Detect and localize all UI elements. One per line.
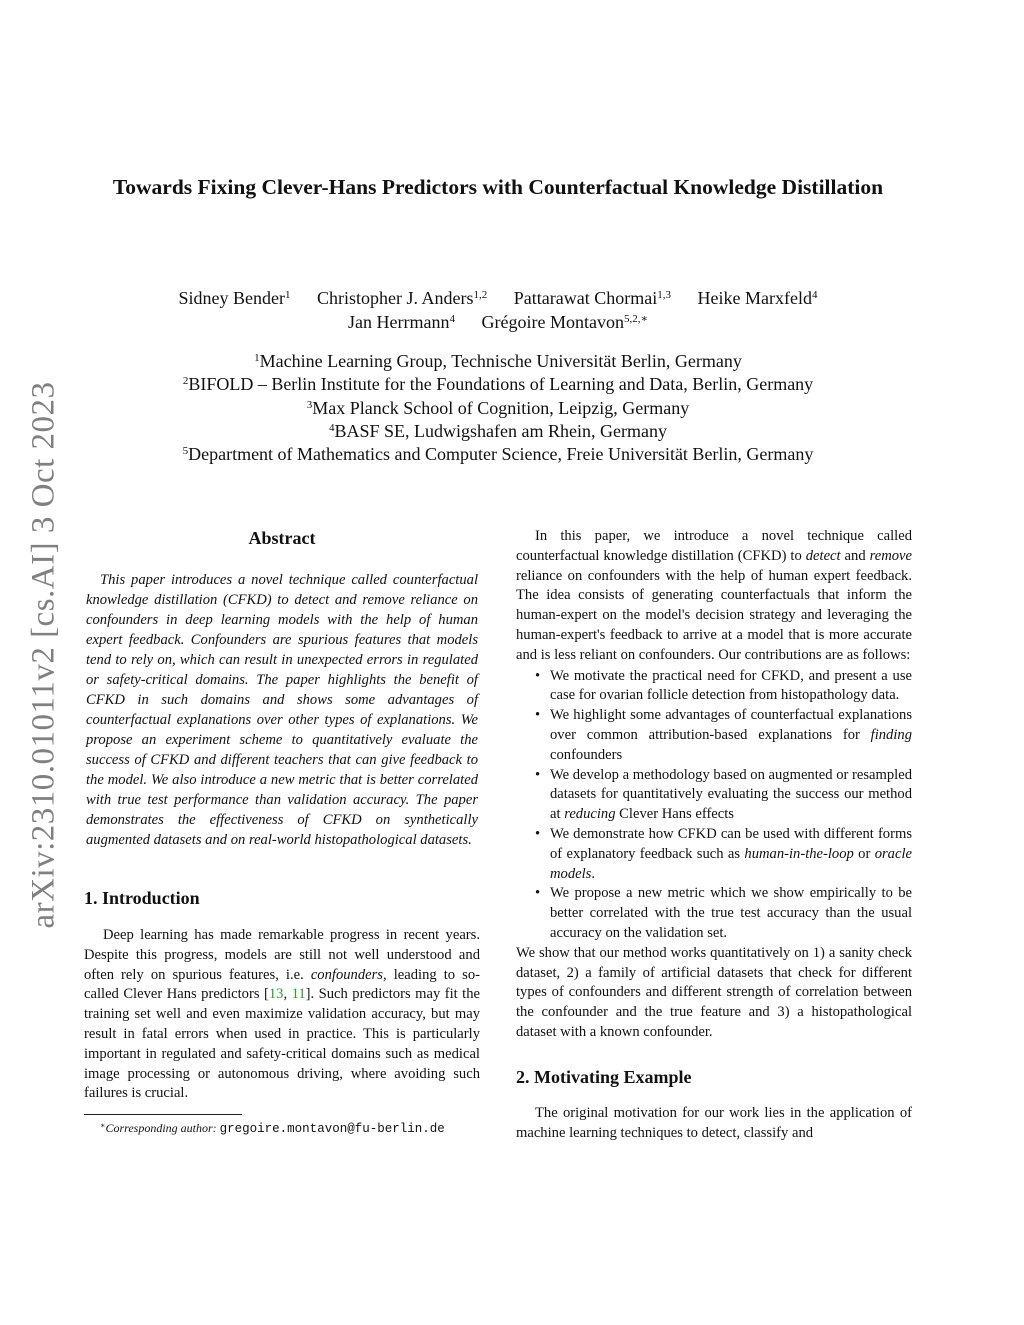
affiliation-text: Department of Mathematics and Computer Science, Freie Universität Berlin, Germany	[188, 444, 814, 465]
author	[698, 286, 818, 310]
arxiv-identifier-stamp: arXiv:2310.01011v2 [cs.AI] 3 Oct 2023	[25, 381, 62, 929]
author-name: Jan Herrmann	[348, 312, 450, 332]
emphasis-remove: remove	[869, 547, 912, 564]
contributions-intro-paragraph	[516, 527, 912, 666]
author-affiliation-mark: 4	[449, 313, 455, 325]
footnote-divider	[84, 1114, 242, 1115]
affiliation-mark: 5	[182, 445, 189, 458]
author-row-2	[100, 310, 896, 334]
author-name: Sidney Bender	[178, 288, 286, 308]
text-run: confounders	[550, 746, 623, 763]
list-item	[516, 706, 912, 765]
author	[179, 286, 291, 310]
affiliation-mark: 4	[329, 421, 335, 434]
paper-title: Towards Fixing Clever-Hans Predictors with Counterfactual Knowledge Distillation	[112, 175, 884, 199]
motivating-example-paragraph: The original motivation for our work lies in the application of machine learning techniques to detect, classify and	[516, 1104, 912, 1141]
affiliation-list	[100, 350, 896, 466]
text-run: and	[840, 547, 870, 564]
section-heading-introduction: 1. Introduction	[84, 888, 200, 908]
right-column	[516, 527, 912, 1143]
emphasis-oracle-models: oracle models	[550, 845, 912, 882]
emphasis-detect: detect	[805, 547, 841, 564]
left-column	[84, 526, 480, 1137]
author-name: Christopher J. Anders	[317, 288, 474, 308]
footnote	[84, 1121, 480, 1137]
text-run: We demonstrate how CFKD can be used with different forms of explanatory feedback such as	[550, 825, 912, 862]
abstract-text: This paper introduces a novel technique called counterfactual knowledge distillation (CFKD) to detect and remove reliance on confounders in deep learning models with the help of human expert feedback. Confounders are spurious features that models tend to rely on, which can result in unexpected errors in regulated or safety-critical domains. The paper highlights the benefit of CFKD in such domains and shows some advantages of counterfactual explanations over other types of explanations. We propose an experiment scheme to quantitatively evaluate the success of CFKD and different teachers that can give feedback to the model. We also introduce a new metric that is better correlated with true test performance than validation accuracy. The paper demonstrates the effectiveness of CFKD on synthetically augmented datasets and on real-world histopathological datasets.	[86, 572, 478, 848]
list-item	[516, 884, 912, 943]
affiliation	[100, 420, 896, 443]
text-run: reliance on confounders with the help of human expert feedback. The idea consists of generating counterfactuals that inform the human-expert on the model's decision strategy and leveraging the human-expert's feedback to arrive at a model that is more accurate and is less reliant on confounders. Our contributions are as follows:	[516, 567, 912, 663]
author-list	[100, 286, 896, 334]
affiliation	[100, 397, 896, 420]
contributions-list	[516, 667, 912, 944]
author	[514, 286, 671, 310]
citation-link[interactable]: 13	[268, 986, 284, 1003]
emphasis-confounders: confounders	[310, 966, 383, 983]
affiliation-text: BASF SE, Ludwigshafen am Rhein, Germany	[334, 420, 667, 441]
results-summary-paragraph: We show that our method works quantitatively on 1) a sanity check dataset, 2) a family of artificial datasets that check for different types of confounders and different strength of correlation between the confounder and the true feature and 3) a histopathological dataset with a known confounder.	[516, 944, 912, 1040]
text-run: Clever Hans effects	[615, 806, 734, 823]
author	[482, 310, 648, 334]
abstract-body	[84, 570, 480, 850]
affiliation-text: BIFOLD – Berlin Institute for the Foundations of Learning and Data, Berlin, Germany	[188, 374, 814, 395]
affiliation-mark: 3	[306, 398, 313, 411]
author-affiliation-mark: 5,2,∗	[623, 313, 648, 325]
text-run: We develop a methodology based on augmented or resampled datasets for quantitatively evaluating the success our method at	[550, 766, 912, 823]
list-item	[516, 766, 912, 825]
author-affiliation-mark: 4	[811, 289, 818, 301]
author	[348, 310, 455, 334]
text-run: , leading to so-called Clever Hans predictors [	[84, 966, 480, 1003]
text-run: Deep learning has made remarkable progress in recent years. Despite this progress, models are still not well understood and often rely on spurious features, i.e.	[84, 927, 480, 983]
affiliation-text: Machine Learning Group, Technische Universität Berlin, Germany	[259, 351, 742, 371]
author-row-1	[100, 286, 896, 310]
footnote-label: Corresponding author:	[105, 1121, 217, 1136]
list-item	[516, 825, 912, 884]
emphasis-human-in-the-loop: human-in-the-loop	[744, 845, 854, 862]
footnote-mark: ∗	[100, 1121, 106, 1131]
text-run: We highlight some advantages of counterfactual explanations over common attribution-based explanations for	[550, 707, 912, 743]
affiliation	[100, 373, 896, 396]
author	[317, 286, 487, 310]
text-run: or	[853, 845, 875, 862]
emphasis-finding: finding	[870, 726, 912, 743]
author-name: Pattarawat Chormai	[513, 288, 658, 308]
author-affiliation-mark: 1,2	[473, 289, 488, 301]
citation-link[interactable]: 11	[291, 986, 306, 1003]
author-name: Grégoire Montavon	[481, 312, 624, 332]
text-run: .	[591, 865, 596, 882]
author-affiliation-mark: 1	[285, 289, 291, 301]
introduction-paragraph	[84, 926, 480, 1104]
footnote-email[interactable]: gregoire.montavon@fu-berlin.de	[219, 1122, 445, 1137]
emphasis-reducing: reducing	[564, 806, 616, 823]
list-item	[516, 667, 912, 707]
text-run: We propose a new metric which we show empirically to be better correlated with the true test accuracy than the usual accuracy on the validation set.	[550, 885, 912, 941]
affiliation	[100, 350, 896, 373]
affiliation	[100, 443, 896, 466]
affiliation-mark: 1	[254, 352, 260, 364]
abstract-heading: Abstract	[248, 528, 316, 548]
author-affiliation-mark: 1,3	[657, 289, 671, 301]
affiliation-mark: 2	[182, 375, 189, 388]
author-name: Heike Marxfeld	[697, 288, 812, 308]
affiliation-text: Max Planck School of Cognition, Leipzig, Germany	[312, 397, 690, 418]
text-run: In this paper, we introduce a novel technique called counterfactual knowledge distillation (CFKD) to	[516, 528, 912, 564]
section-heading-motivating-example: 2. Motivating Example	[516, 1066, 692, 1087]
text-run: We motivate the practical need for CFKD, and present a use case for ovarian follicle detection from histopathology data.	[550, 667, 912, 704]
citation-separator: ,	[283, 986, 292, 1003]
text-run: ]. Such predictors may fit the training set well and even maximize validation accuracy, but may result in fatal errors when used in practice. This is particularly important in regulated and safety-critical domains such as medical image processing or autonomous driving, where avoiding such failures is crucial.	[84, 986, 480, 1102]
